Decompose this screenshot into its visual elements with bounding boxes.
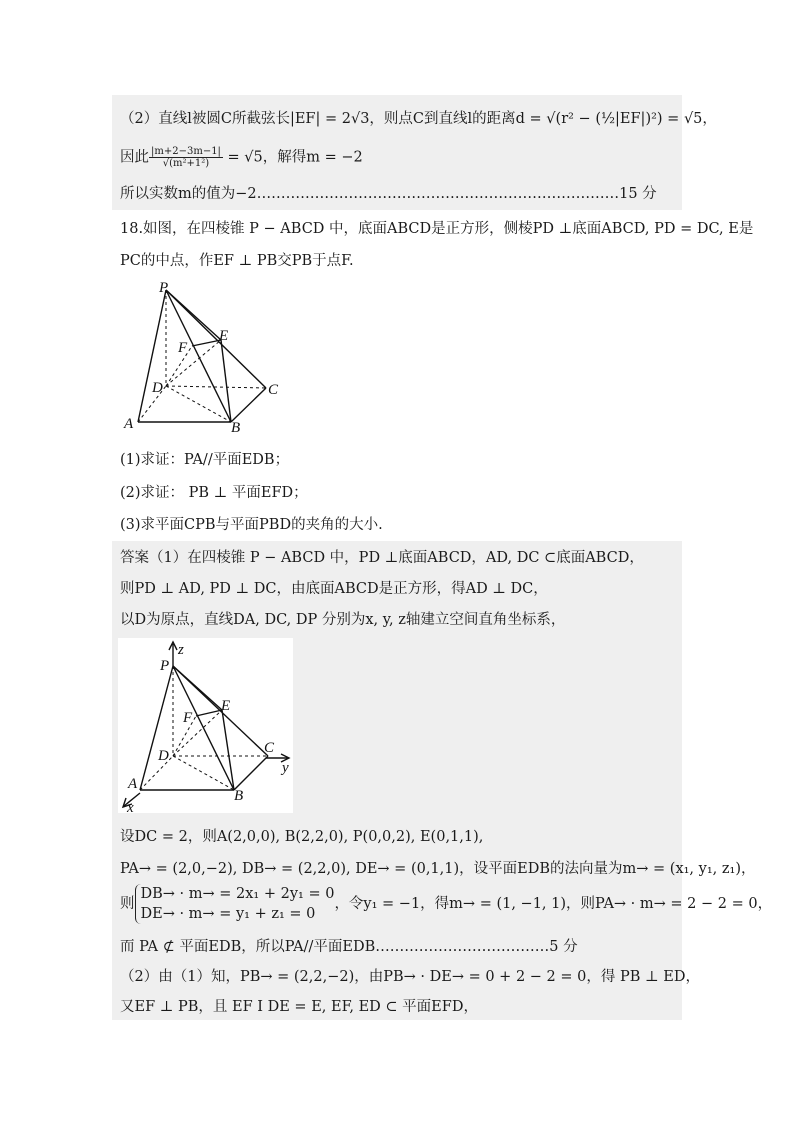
figure1-label-c: C [268,382,279,398]
figure2-label-p: P [160,658,170,674]
answer-part1-line-3: 以D为原点，直线DA, DC, DP 分别为x, y, z轴建立空间直角坐标系， [120,612,566,628]
fraction-denominator: √(m²+1²) [162,158,210,169]
figure1-label-b: B [231,420,241,436]
figure2-label-d: D [158,748,169,764]
figure1-label-p: P [159,280,169,296]
sub-question-3: (3)求平面CPB与平面PBD的夹角的大小. [120,517,383,533]
answer-coords-line: 设DC = 2，则A(2,0,0), B(2,2,0), P(0,0,2), E(0,1,1), [120,829,484,845]
figure2-label-e: E [221,698,231,714]
sub-question-1: (1)求证：PA//平面EDB； [120,452,290,468]
answer-system-line [120,884,772,928]
answer-part2-line-1: （2）由（1）知，PB→ = (2,2,−2)，由PB→ · DE→ = 0 + 2 − 2 = 0，得 PB ⊥ ED， [120,969,700,985]
system-equation-top: DB→ · m→ = 2x₁ + 2y₁ = 0 [140,886,335,902]
fraction-numerator: |m+2−3m−1| [151,146,221,157]
answer-part1-conclusion: 而 PA ⊄ 平面EDB，所以PA//平面EDB………………………………5 分 [120,939,578,955]
figure2-label-b: B [234,788,244,804]
answer-line-3: 所以实数m的值为−2…………………………………………………………………15 分 [120,186,657,202]
answer-line-2 [120,146,363,169]
answer-line-2-prefix: 因此 [120,149,149,166]
answer-line-1: （2）直线l被圆C所截弦长|EF| = 2√3，则点C到直线l的距离d = √(r² − (½|EF|)²) = √5， [120,111,717,127]
figure2-label-y: y [282,760,289,776]
figure1-label-f: F [178,340,188,356]
figure2-label-a: A [128,776,138,792]
system-equation-bottom: DE→ · m→ = y₁ + z₁ = 0 [140,906,316,922]
answer-line-2-suffix: = √5，解得m = −2 [222,149,363,166]
sub-question-2: (2)求证： PB ⊥ 平面EFD； [120,485,308,501]
figure1-label-d: D [152,380,163,396]
figure2-label-x: x [127,800,134,813]
pyramid-figure-1 [118,280,288,440]
figure1-label-e: E [219,328,229,344]
figure2-label-c: C [264,740,275,756]
answer-part1-line-1: 答案（1）在四棱锥 P − ABCD 中，PD ⊥底面ABCD，AD, DC ⊂底面ABCD， [120,550,644,566]
system-suffix: ，令y₁ = −1，得m→ = (1, −1, 1)，则PA→ · m→ = 2 − 2 = 0， [334,896,773,912]
question-18-line-2: PC的中点，作EF ⊥ PB交PB于点F. [120,253,354,269]
answer-vectors-line: PA→ = (2,0,−2), DB→ = (2,2,0), DE→ = (0,1,1)，设平面EDB的法向量为m→ = (x₁, y₁, z₁)， [120,861,756,877]
answer-part1-line-2: 则PD ⊥ AD, PD ⊥ DC，由底面ABCD是正方形，得AD ⊥ DC， [120,581,548,597]
pyramid-figure-2-with-axes [118,638,293,813]
figure2-label-f: F [183,710,193,726]
answer-part2-line-2: 又EF ⊥ PB，且 EF I DE = E, EF, ED ⊂ 平面EFD， [120,999,478,1015]
figure1-label-a: A [124,416,134,432]
fraction [149,146,223,169]
figure2-label-z: z [178,642,184,658]
question-18-line-1: 18.如图，在四棱锥 P − ABCD 中，底面ABCD是正方形，侧棱PD ⊥底面ABCD, PD = DC, E是 [120,221,754,237]
system-prefix: 则 [120,896,135,912]
equation-system [135,884,335,924]
